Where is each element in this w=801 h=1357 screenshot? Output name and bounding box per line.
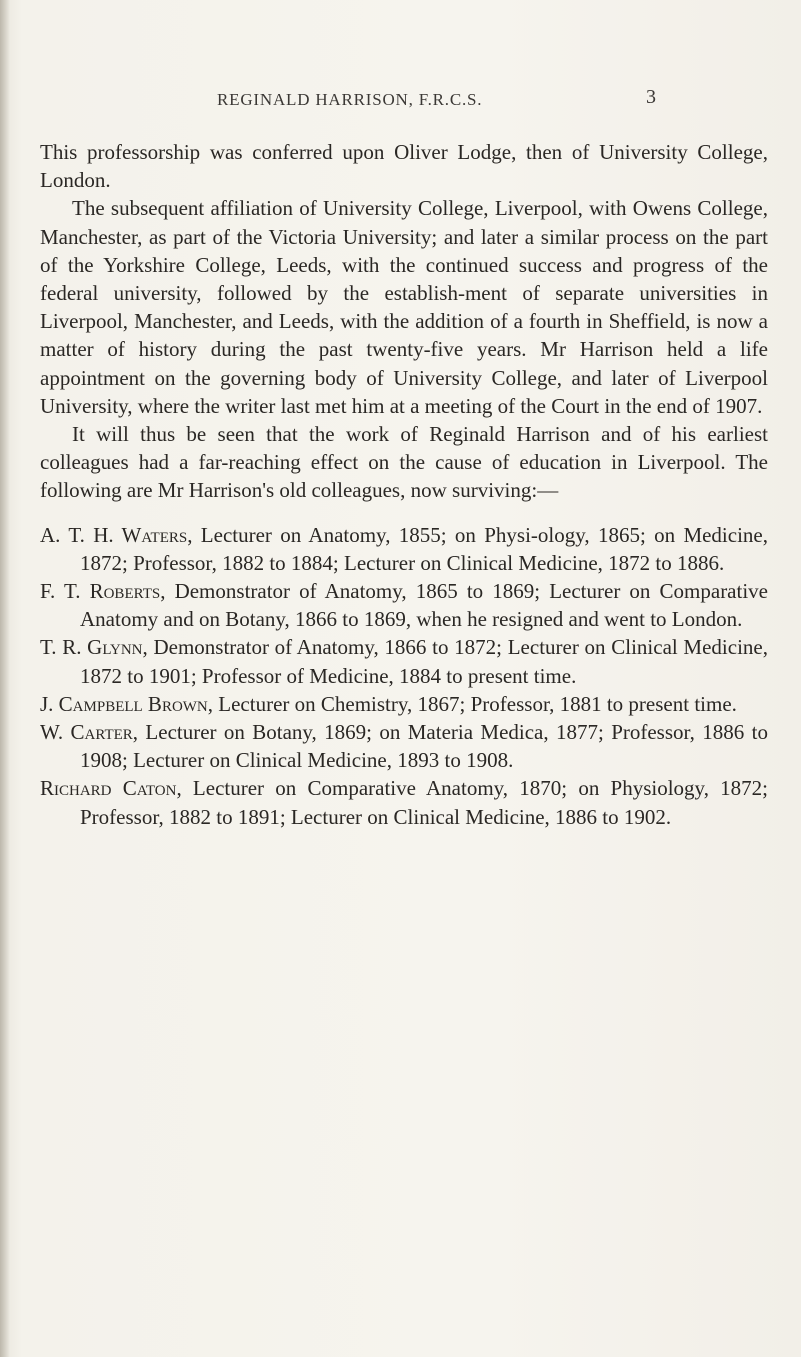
colleague-name: T. R. Glynn bbox=[40, 635, 143, 660]
colleague-list bbox=[40, 521, 768, 831]
colleague-entry-carter bbox=[40, 718, 768, 774]
paragraph-lodge: This professorship was conferred upon Oliver Lodge, then of University College, London. bbox=[40, 140, 768, 193]
colleague-details: , Demonstrator of Anatomy, 1865 to 1869; Lecturer on Comparative Anatomy and on Botany, 1866 to 1869, when he resigned and went to London. bbox=[80, 579, 768, 632]
colleague-details: , Demonstrator of Anatomy, 1866 to 1872; Lecturer on Clinical Medicine, 1872 to 1901; Professor of Medicine, 1884 to present time. bbox=[80, 635, 768, 688]
page-number: 3 bbox=[646, 86, 656, 108]
paragraph-colleagues-intro: It will thus be seen that the work of Reginald Harrison and of his earliest colleagues had a far-reaching effect on the cause of education in Liverpool. The following are Mr Harrison's old colleagues, now surviving:— bbox=[40, 422, 768, 503]
page-header bbox=[0, 86, 801, 112]
colleague-name: W. Carter bbox=[40, 720, 133, 745]
page-gutter-shadow bbox=[0, 0, 10, 1357]
colleague-details: , Lecturer on Anatomy, 1855; on Physi-ology, 1865; on Medicine, 1872; Professor, 1882 to 1884; Lecturer on Clinical Medicine, 1872 to 1886. bbox=[80, 522, 768, 575]
colleague-details: , Lecturer on Comparative Anatomy, 1870; on Physiology, 1872; Professor, 1882 to 1891; Lecturer on Clinical Medicine, 1886 to 1902. bbox=[80, 776, 768, 829]
colleague-details: , Lecturer on Botany, 1869; on Materia Medica, 1877; Professor, 1886 to 1908; Lecturer on Clinical Medicine, 1893 to 1908. bbox=[80, 720, 768, 773]
running-head: REGINALD HARRISON, F.R.C.S. bbox=[217, 90, 483, 109]
colleague-name: Richard Caton bbox=[40, 776, 177, 801]
paragraph-affiliation: The subsequent affiliation of University College, Liverpool, with Owens College, Manchester, as part of the Victoria University; and later a similar process on the part of the Yorkshire College, Leeds, with the continued success and progress of the federal university, followed by the establish-ment of separate universities in Liverpool, Manchester, and Leeds, with the addition of a fourth in Sheffield, is now a matter of history during the past twenty-five years. Mr Harrison held a life appointment on the governing body of University College, and later of Liverpool University, where the writer last met him at a meeting of the Court in the end of 1907. bbox=[40, 196, 768, 418]
colleague-entry-caton bbox=[40, 774, 768, 830]
colleague-entry-roberts bbox=[40, 577, 768, 633]
colleague-details: , Lecturer on Chemistry, 1867; Professor, 1881 to present time. bbox=[207, 691, 737, 716]
colleague-entry-glynn bbox=[40, 633, 768, 689]
colleague-entry-brown bbox=[40, 690, 768, 718]
body-text bbox=[40, 138, 768, 831]
colleague-name: A. T. H. Waters bbox=[40, 522, 188, 547]
colleague-entry-waters bbox=[40, 521, 768, 577]
colleague-name: J. Campbell Brown bbox=[40, 691, 208, 716]
colleague-name: F. T. Roberts bbox=[40, 579, 161, 604]
